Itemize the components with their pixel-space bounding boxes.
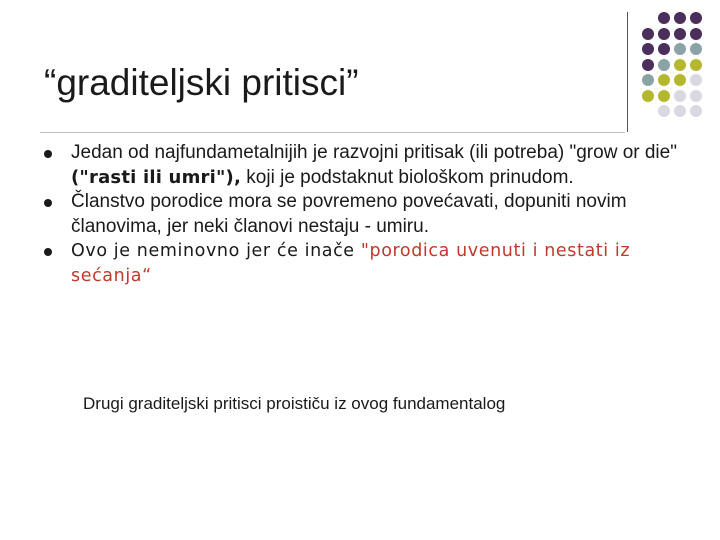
- decorative-dot: [642, 74, 654, 86]
- slide-title: “graditeljski pritisci”: [44, 62, 359, 103]
- decorative-dot: [658, 105, 670, 117]
- footer-text: Drugi graditeljski pritisci proističu iz ovog fundamentalog: [83, 394, 506, 413]
- decorative-dot: [690, 28, 702, 40]
- decorative-dot: [674, 74, 686, 86]
- decorative-dot: [658, 28, 670, 40]
- decorative-dot-grid: [640, 12, 720, 122]
- decorative-dot: [690, 74, 702, 86]
- bullet-list: [44, 141, 704, 288]
- decorative-dot: [690, 90, 702, 102]
- bullet-icon: [44, 150, 52, 158]
- decorative-dot: [690, 12, 702, 24]
- decorative-dot: [642, 59, 654, 71]
- decorative-dot: [674, 43, 686, 55]
- bullet-item-2: [44, 190, 704, 239]
- bullet-item-1: [44, 141, 704, 190]
- decorative-dot: [674, 90, 686, 102]
- decorative-dot: [658, 59, 670, 71]
- bullet-3-highlight: "porodica uvenuti i nestati iz sećanja“: [71, 241, 631, 286]
- bullet-icon: [44, 199, 52, 207]
- decorative-dot: [642, 90, 654, 102]
- decorative-dot: [674, 28, 686, 40]
- bullet-2-text: Članstvo porodice mora se povremeno povećavati, dopuniti novim članovima, jer neki članovi nestaju - umiru.: [71, 191, 627, 237]
- decorative-dot: [658, 12, 670, 24]
- bullet-item-3: [44, 239, 704, 288]
- bullet-1-emphasis: ("rasti ili umri"),: [71, 166, 242, 188]
- decorative-dot: [658, 43, 670, 55]
- decorative-dot: [690, 43, 702, 55]
- decorative-dot: [674, 12, 686, 24]
- decorative-dot: [658, 90, 670, 102]
- bullet-icon: [44, 248, 52, 256]
- decorative-dot: [642, 43, 654, 55]
- decorative-dot: [674, 59, 686, 71]
- title-divider: [40, 132, 625, 133]
- decorative-dot: [690, 105, 702, 117]
- decorative-dot: [690, 59, 702, 71]
- decorative-dot: [658, 74, 670, 86]
- decorative-dot: [674, 105, 686, 117]
- bullet-3-text: Ovo je neminovno jer će inače: [71, 241, 361, 261]
- bullet-1-text: Jedan od najfundametalnijih je razvojni pritisak (ili potreba) "grow or die": [71, 142, 677, 163]
- decorative-vertical-line: [627, 12, 628, 132]
- bullet-1-text-end: koji je podstaknut biološkom prinudom.: [241, 166, 574, 188]
- decorative-dot: [642, 28, 654, 40]
